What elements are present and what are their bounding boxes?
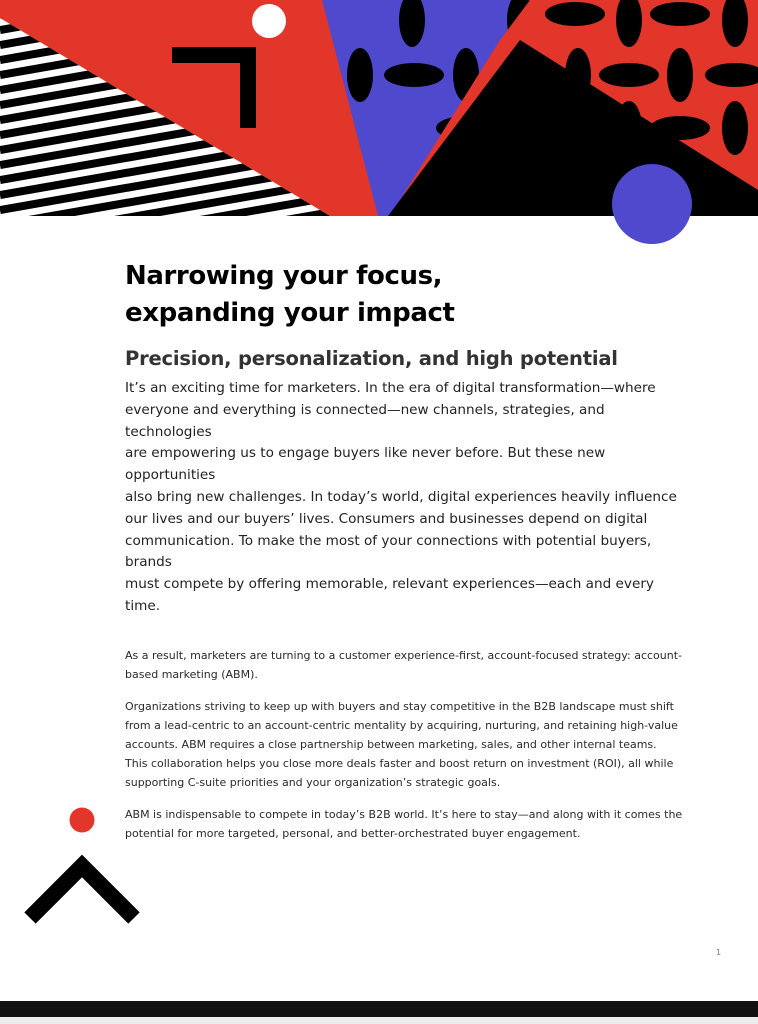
bottom-decoration — [20, 805, 145, 930]
body-line: ABM is indispensable to compete in today’s B2B world. It’s here to stay—and along with it comes the — [125, 807, 683, 821]
lead-line: It’s an exciting time for marketers. In the era of digital transformation—where — [125, 380, 656, 396]
blue-circle — [612, 164, 692, 244]
red-dot — [70, 808, 95, 833]
body-line: Organizations striving to keep up with buyers and stay competitive in the B2B landscape must shift — [125, 699, 674, 713]
body-paragraph-2 — [125, 697, 685, 792]
body-line: As a result, marketers are turning to a customer experience-first, account-focused strategy: account- — [125, 648, 682, 662]
lead-line: everyone and everything is connected—new channels, strategies, and technologies — [125, 401, 605, 440]
page-subtitle: Precision, personalization, and high potential — [125, 347, 618, 370]
header-graphic — [0, 0, 758, 246]
body-line: based marketing (ABM). — [125, 667, 258, 681]
lead-paragraph — [125, 378, 685, 618]
body-line: potential for more targeted, personal, and better-orchestrated buyer engagement. — [125, 826, 581, 840]
lead-line: communication. To make the most of your connections with potential buyers, brands — [125, 532, 652, 571]
body-line: supporting C-suite priorities and your organization’s strategic goals. — [125, 775, 501, 789]
lead-line: also bring new challenges. In today’s world, digital experiences heavily influence — [125, 488, 677, 505]
title-line-1: Narrowing your focus, — [125, 261, 443, 291]
chevron-up-icon — [30, 866, 134, 918]
page-title — [125, 258, 685, 332]
white-dot — [252, 4, 286, 38]
footer-strip — [0, 1017, 758, 1024]
title-line-2: expanding your impact — [125, 298, 455, 328]
body-line: accounts. ABM requires a close partnership between marketing, sales, and other internal teams. — [125, 737, 657, 751]
body-line: This collaboration helps you close more deals faster and boost return on investment (ROI), all while — [125, 756, 674, 770]
body-paragraph-1 — [125, 646, 685, 684]
page-number: 1 — [716, 948, 722, 957]
lead-line: our lives and our buyers’ lives. Consumers and businesses depend on digital — [125, 510, 648, 527]
body-paragraph-3 — [125, 805, 685, 843]
body-line: from a lead-centric to an account-centric mentality by acquiring, nurturing, and retaining high-value — [125, 718, 678, 732]
lead-line: must compete by offering memorable, relevant experiences—each and every time. — [125, 576, 654, 614]
footer-bar — [0, 1001, 758, 1017]
main-content — [125, 258, 685, 843]
lead-line: are empowering us to engage buyers like never before. But these new opportunities — [125, 445, 606, 484]
